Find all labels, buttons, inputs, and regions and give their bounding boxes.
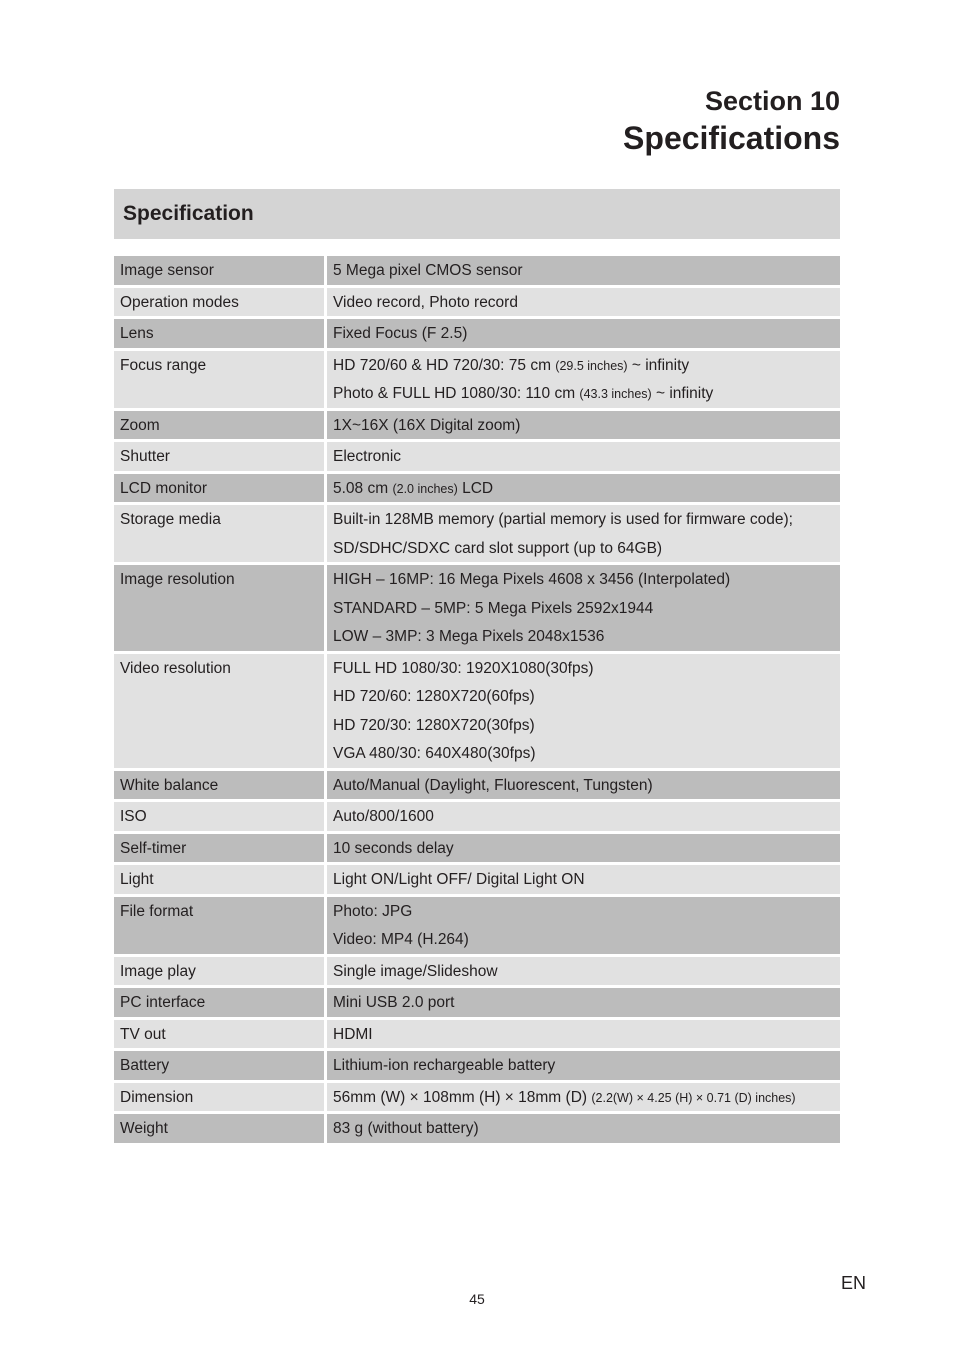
spec-table-body: [114, 256, 840, 1146]
spec-value-cell: [327, 351, 840, 411]
spec-value-line: [333, 622, 840, 651]
section-number: Section 10: [704, 86, 840, 116]
spec-label: Dimension: [120, 1088, 194, 1106]
table-row: [114, 957, 840, 989]
spec-value-cell: [327, 319, 840, 351]
spec-label-cell: [114, 319, 327, 351]
spec-value-text: Auto/800/1600: [333, 808, 434, 825]
spec-label: Light: [120, 871, 154, 888]
spec-label-cell: [114, 1020, 327, 1052]
spec-value-line: [333, 865, 840, 894]
spec-label-cell: [114, 351, 327, 411]
table-row: [114, 654, 840, 771]
spec-value-cell: [327, 474, 840, 506]
spec-value-cell: [327, 1083, 840, 1115]
spec-value-line: [333, 739, 840, 768]
spec-value-line: [333, 505, 840, 534]
spec-value-text: 10 seconds delay: [333, 839, 454, 857]
spec-value-line: [333, 534, 840, 563]
spec-label-cell: [114, 897, 327, 957]
spec-value-text: ~ infinity: [627, 356, 690, 374]
spec-value-text: Mini USB 2.0 port: [333, 994, 455, 1011]
spec-value-line: [333, 1051, 840, 1080]
spec-value-cell: [327, 654, 840, 771]
spec-value-cell: [327, 288, 840, 320]
spec-label: LCD monitor: [120, 479, 207, 497]
spec-value-cell: [327, 988, 840, 1020]
spec-label: ISO: [120, 808, 147, 825]
spec-value-imperial: (43.3 inches): [579, 387, 652, 401]
spec-label: White balance: [120, 776, 219, 794]
spec-value-text: HD 720/60 & HD 720/30: 75 cm: [333, 356, 556, 374]
spec-value-imperial: (2.0 inches): [392, 481, 458, 496]
spec-value-text: Photo & FULL HD 1080/30: 110 cm: [333, 385, 580, 402]
spec-label: Lens: [120, 325, 154, 342]
spec-label: PC interface: [120, 994, 206, 1011]
spec-label-cell: [114, 288, 327, 320]
table-row: [114, 1020, 840, 1052]
spec-value-text: HIGH – 16MP: 16 Mega Pixels 4608 x 3456 (Interpolated): [333, 571, 731, 588]
table-row: [114, 474, 840, 506]
spec-value-text: FULL HD 1080/30: 1920X1080(30fps): [333, 659, 594, 677]
spec-value-line: [333, 256, 840, 285]
spec-label: Image sensor: [120, 262, 214, 279]
spec-label: Weight: [120, 1120, 168, 1137]
spec-value-line: [333, 474, 840, 503]
page-title: Specifications: [623, 120, 840, 156]
spec-value-text: Auto/Manual (Daylight, Fluorescent, Tungsten): [333, 776, 653, 794]
spec-value-line: [333, 351, 840, 380]
spec-label-cell: [114, 565, 327, 654]
spec-value-cell: [327, 957, 840, 989]
table-row: [114, 565, 840, 654]
spec-label-cell: [114, 1051, 327, 1083]
spec-label: Shutter: [120, 448, 170, 465]
spec-label: Battery: [120, 1057, 170, 1074]
spec-value-text: ~ infinity: [651, 385, 714, 402]
spec-value-line: [333, 411, 840, 440]
spec-label: Self-timer: [120, 839, 187, 857]
table-row: [114, 411, 840, 443]
spec-value-line: [333, 1114, 840, 1143]
spec-value-imperial: (29.5 inches): [555, 358, 628, 373]
table-row: [114, 802, 840, 834]
spec-value-line: [333, 654, 840, 683]
spec-value-text: 5 Mega pixel CMOS sensor: [333, 262, 523, 279]
spec-label: Storage media: [120, 511, 221, 528]
spec-label-cell: [114, 474, 327, 506]
spec-value-line: [333, 565, 840, 594]
spec-value-text: Lithium-ion rechargeable battery: [333, 1057, 556, 1074]
table-row: [114, 442, 840, 474]
spec-label: TV out: [120, 1025, 166, 1043]
spec-label-cell: [114, 442, 327, 474]
table-row: [114, 771, 840, 803]
spec-value-line: [333, 1020, 840, 1049]
table-row: [114, 1083, 840, 1115]
spec-value-text: Light ON/Light OFF/ Digital Light ON: [333, 871, 585, 888]
spec-value-line: [333, 1083, 840, 1112]
spec-value-line: [333, 897, 840, 926]
spec-value-text: HD 720/60: 1280X720(60fps): [333, 688, 535, 705]
spec-value-text: STANDARD – 5MP: 5 Mega Pixels 2592x1944: [333, 599, 654, 617]
spec-value-text: LOW – 3MP: 3 Mega Pixels 2048x1536: [333, 628, 605, 645]
spec-value-text: 1X~16X (16X Digital zoom): [333, 416, 521, 434]
table-row: [114, 351, 840, 411]
spec-value-line: [333, 711, 840, 740]
spec-value-line: [333, 442, 840, 471]
spec-value-cell: [327, 411, 840, 443]
spec-value-text: LCD: [457, 479, 494, 497]
spec-value-line: [333, 957, 840, 986]
spec-label: Focus range: [120, 356, 207, 374]
spec-value-text: 56mm (W) × 108mm (H) × 18mm (D): [333, 1088, 592, 1106]
spec-value-cell: [327, 771, 840, 803]
spec-value-text: Built-in 128MB memory (partial memory is used for firmware code);: [333, 511, 793, 528]
spec-table: [114, 256, 840, 1146]
spec-value-text: SD/SDHC/SDXC card slot support (up to 64GB): [333, 539, 663, 557]
table-row: [114, 256, 840, 288]
spec-label: Video resolution: [120, 659, 231, 677]
table-row: [114, 865, 840, 897]
spec-label: Operation modes: [120, 293, 239, 311]
spec-value-text: Single image/Slideshow: [333, 962, 498, 980]
spec-value-imperial: (2.2(W) × 4.25 (H) × 0.71 (D) inches): [591, 1090, 796, 1105]
spec-value-cell: [327, 1114, 840, 1146]
spec-label: File format: [120, 902, 194, 920]
spec-value-cell: [327, 505, 840, 565]
table-row: [114, 505, 840, 565]
spec-value-text: Fixed Focus (F 2.5): [333, 325, 468, 342]
spec-value-text: HD 720/30: 1280X720(30fps): [333, 716, 535, 734]
spec-value-text: Photo: JPG: [333, 902, 413, 920]
spec-value-cell: [327, 256, 840, 288]
spec-label-cell: [114, 1083, 327, 1115]
spec-label-cell: [114, 834, 327, 866]
table-row: [114, 834, 840, 866]
language-label: EN: [840, 1273, 866, 1293]
spec-value-cell: [327, 1020, 840, 1052]
spec-value-line: [333, 682, 840, 711]
spec-label-cell: [114, 256, 327, 288]
spec-label-cell: [114, 865, 327, 897]
spec-value-text: VGA 480/30: 640X480(30fps): [333, 745, 536, 762]
spec-value-text: 83 g (without battery): [333, 1120, 479, 1137]
table-row: [114, 1051, 840, 1083]
spec-value-cell: [327, 565, 840, 654]
spec-value-cell: [327, 802, 840, 834]
spec-value-text: HDMI: [333, 1025, 373, 1043]
spec-value-line: [333, 925, 840, 954]
spec-value-line: [333, 319, 840, 348]
spec-label-cell: [114, 771, 327, 803]
spec-label: Image play: [120, 962, 196, 980]
spec-value-cell: [327, 897, 840, 957]
page-number: 45: [469, 1291, 485, 1307]
spec-value-line: [333, 988, 840, 1017]
spec-value-text: Video: MP4 (H.264): [333, 931, 469, 948]
spec-label-cell: [114, 411, 327, 443]
spec-value-line: [333, 288, 840, 317]
spec-label-cell: [114, 802, 327, 834]
spec-label: Image resolution: [120, 571, 235, 588]
spec-banner: [114, 189, 840, 239]
section-header: [623, 84, 840, 158]
spec-value-text: Electronic: [333, 448, 402, 465]
spec-banner-title: Specification: [123, 202, 254, 225]
spec-label-cell: [114, 1114, 327, 1146]
spec-label-cell: [114, 957, 327, 989]
spec-value-cell: [327, 834, 840, 866]
table-row: [114, 319, 840, 351]
table-row: [114, 988, 840, 1020]
spec-value-line: [333, 834, 840, 863]
spec-label-cell: [114, 654, 327, 771]
spec-value-cell: [327, 865, 840, 897]
spec-value-cell: [327, 1051, 840, 1083]
spec-value-line: [333, 594, 840, 623]
spec-label: Zoom: [120, 416, 160, 434]
table-row: [114, 897, 840, 957]
spec-value-cell: [327, 442, 840, 474]
table-row: [114, 1114, 840, 1146]
spec-value-line: [333, 771, 840, 800]
spec-value-text: 5.08 cm: [333, 479, 393, 497]
spec-label-cell: [114, 988, 327, 1020]
spec-value-line: [333, 379, 840, 408]
spec-label-cell: [114, 505, 327, 565]
table-row: [114, 288, 840, 320]
spec-value-line: [333, 802, 840, 831]
spec-value-text: Video record, Photo record: [333, 293, 518, 311]
